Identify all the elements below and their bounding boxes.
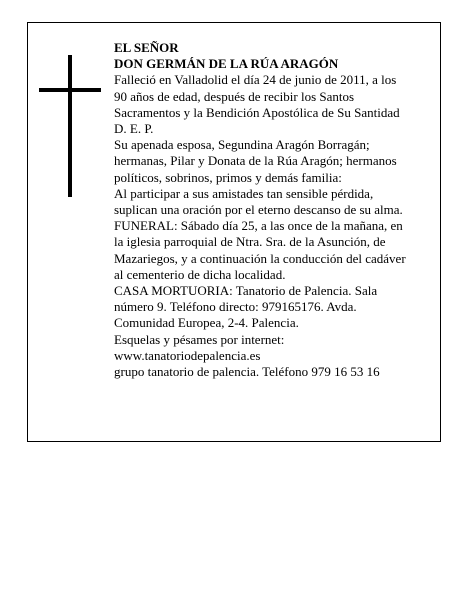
notice-line: Al participar a sus amistades tan sensible pérdida, bbox=[114, 185, 374, 201]
notice-line: 90 años de edad, después de recibir los Santos bbox=[114, 88, 355, 104]
notice-line: hermanas, Pilar y Donata de la Rúa Aragón; hermanos bbox=[114, 153, 397, 169]
notice-line: Sacramentos y la Bendición Apostólica de Su Santidad bbox=[114, 104, 400, 120]
notice-line: suplican una oración por el eterno descanso de su alma. bbox=[114, 202, 403, 218]
notice-line: Comunidad Europea, 2-4. Palencia. bbox=[114, 315, 299, 331]
cross-vertical-bar bbox=[68, 55, 72, 197]
notice-line: número 9. Teléfono directo: 979165176. Avda. bbox=[114, 299, 357, 315]
notice-line: FUNERAL: Sábado día 25, a las once de la mañana, en bbox=[114, 218, 403, 234]
notice-line: www.tanatoriodepalencia.es bbox=[114, 347, 261, 363]
notice-heading-title: EL SEÑOR bbox=[114, 40, 179, 55]
notice-line: Su apenada esposa, Segundina Aragón Borragán; bbox=[114, 137, 370, 153]
notice-line: al cementerio de dicha localidad. bbox=[114, 266, 286, 282]
cross-horizontal-bar bbox=[39, 88, 101, 92]
notice-line: grupo tanatorio de palencia. Teléfono 979 16 53 16 bbox=[114, 364, 380, 380]
notice-line: Mazariegos, y a continuación la conducción del cadáver bbox=[114, 250, 406, 266]
notice-line: Esquelas y pésames por internet: bbox=[114, 331, 285, 347]
obituary-notice bbox=[27, 22, 441, 442]
notice-line: la iglesia parroquial de Ntra. Sra. de la Asunción, de bbox=[114, 234, 386, 250]
notice-line: políticos, sobrinos, primos y demás familia: bbox=[114, 169, 342, 185]
notice-line: Falleció en Valladolid el día 24 de junio de 2011, a los bbox=[114, 72, 397, 88]
notice-line: D. E. P. bbox=[114, 121, 154, 137]
notice-heading-name: DON GERMÁN DE LA RÚA ARAGÓN bbox=[114, 56, 339, 72]
notice-line: CASA MORTUORIA: Tanatorio de Palencia. Sala bbox=[114, 283, 378, 299]
notice-text bbox=[114, 40, 434, 380]
